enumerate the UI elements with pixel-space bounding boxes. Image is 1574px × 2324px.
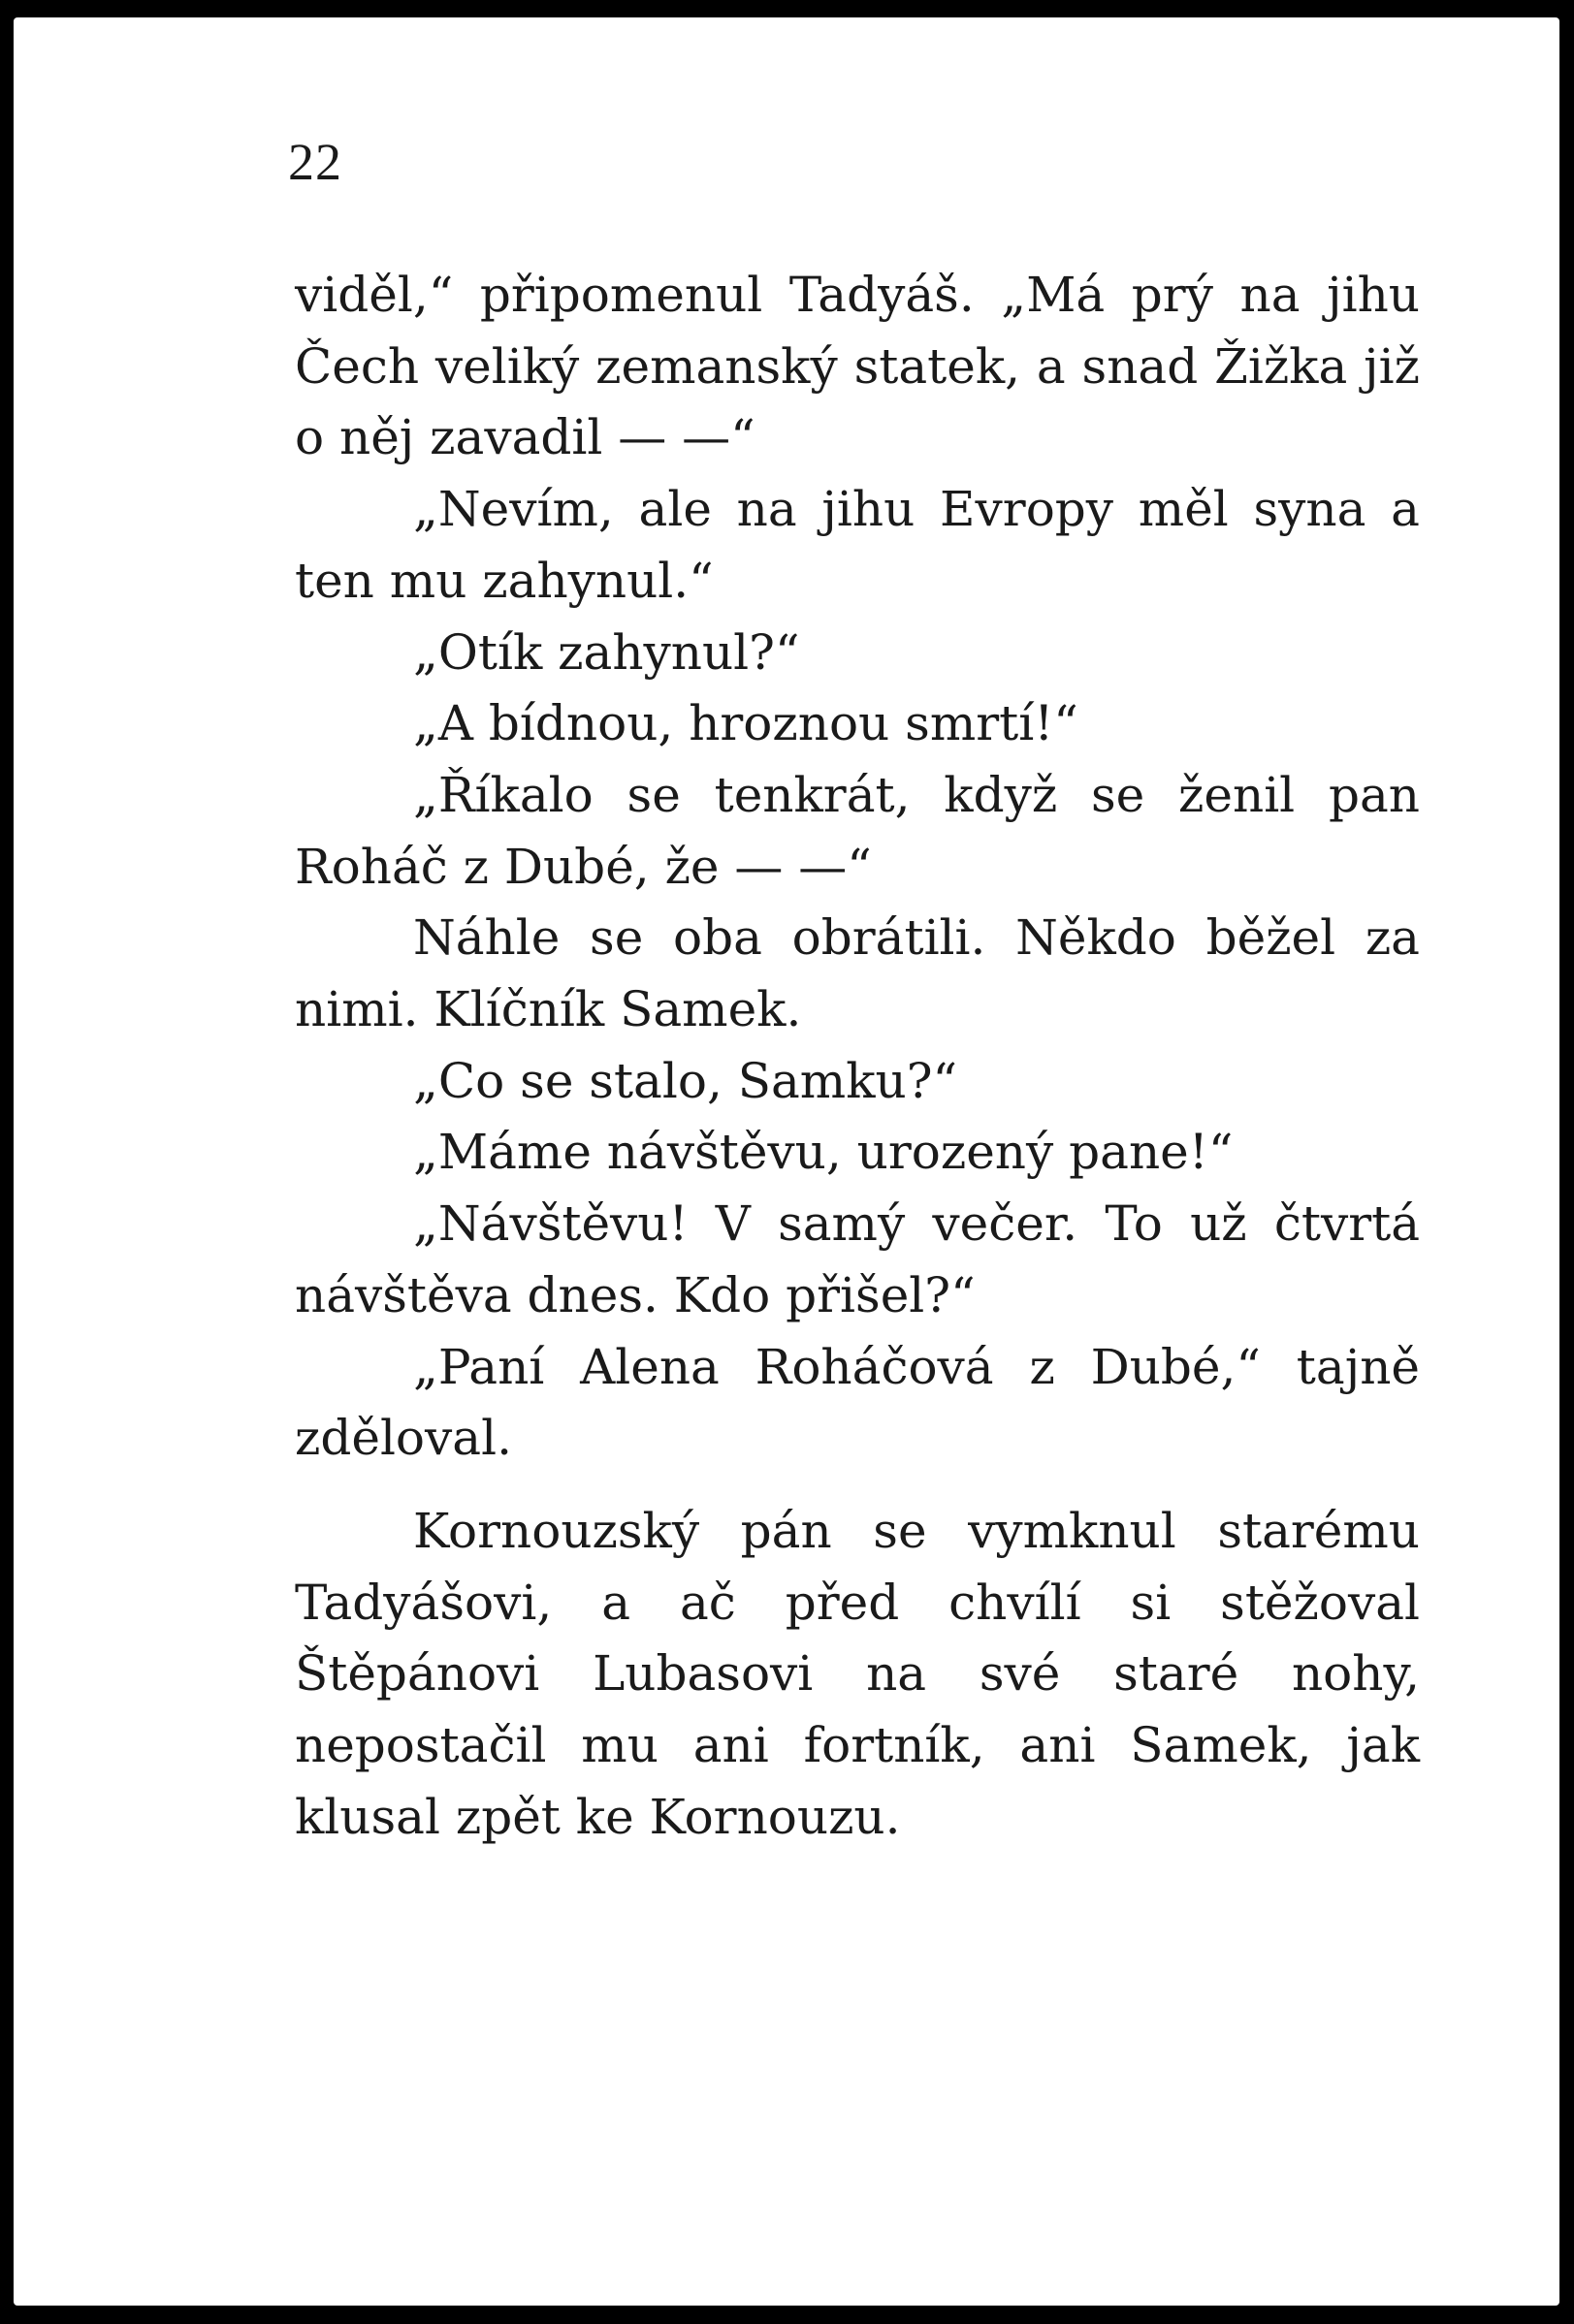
paragraph: „Máme návštěvu, urozený pane!“	[413, 1124, 1234, 1181]
paragraph: „Nevím, ale na jihu Evropy měl syna a ten mu zahynul.“	[295, 481, 1420, 609]
paragraph: „A bídnou, hroznou smrtí!“	[413, 695, 1078, 752]
page-number: 22	[288, 133, 342, 191]
paragraph-continuation: viděl,“ připomenul Tadyáš. „Má prý na jihu Čech veliký zemanský statek, a snad Žižka již o něj zavadil — —“	[295, 267, 1420, 466]
paragraph: „Návštěvu! V samý večer. To už čtvrtá návštěva dnes. Kdo přišel?“	[295, 1195, 1420, 1323]
paragraph: „Paní Alena Roháčová z Dubé,“ tajně zděloval.	[295, 1338, 1420, 1467]
paragraph: Náhle se oba obrátili. Někdo běžel za nimi. Klíčník Samek.	[295, 909, 1420, 1038]
paragraph: „Co se stalo, Samku?“	[413, 1052, 958, 1109]
book-page	[14, 17, 1559, 2306]
body-text	[295, 260, 1420, 1853]
paragraph: „Říkalo se tenkrát, když se ženil pan Roháč z Dubé, že — —“	[295, 766, 1420, 895]
paragraph: „Otík zahynul?“	[413, 623, 800, 681]
paragraph: Kornouzský pán se vymknul starému Tadyášovi, a ač před chvílí si stěžoval Štěpánovi Lubasovi na své staré nohy, nepostačil mu ani fortník, ani Samek, jak klusal zpět ke Kornouzu.	[295, 1502, 1420, 1845]
